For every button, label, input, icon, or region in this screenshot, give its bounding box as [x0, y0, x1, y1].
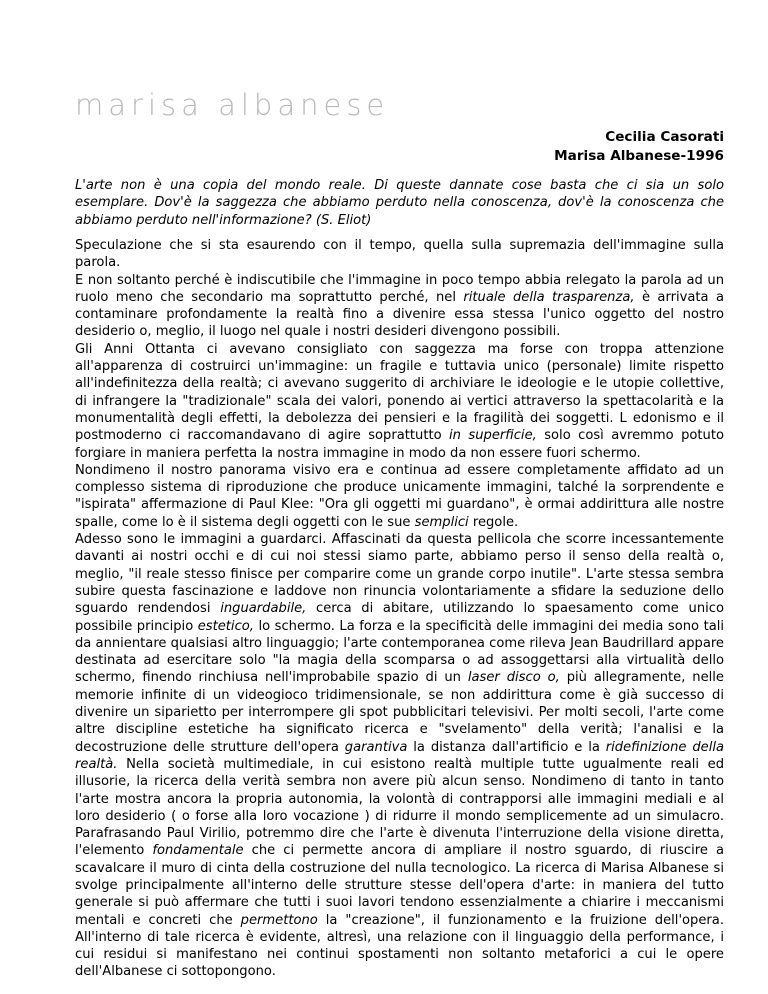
text-run: più allegramente, nelle memorie infinite di un videogioco tridimensionale, se non addirittura come è già successo di divenire un siparietto per interrompere gli spot pubblicitari televisivi. Per molti secoli, l'arte come altre discipline estetiche ha significato ricerca e "svelamento" della verità; l'analisi e la decostruzione delle strutture dell'opera — [75, 670, 724, 755]
emphasis: laser disco o, — [467, 670, 560, 686]
text-run: cerca di abitare, utilizzando lo spaesamento come unico possibile principio — [75, 601, 724, 634]
emphasis: ridefinizione della realtà. — [75, 739, 724, 772]
emphasis: fondamentale — [152, 843, 244, 859]
paragraph — [75, 341, 724, 462]
emphasis: permettono — [240, 912, 318, 928]
author-name: Cecilia Casorati — [605, 129, 724, 145]
paragraph — [75, 531, 724, 981]
author-subtitle: Marisa Albanese-1996 — [554, 148, 724, 164]
logo-wordmark: marisa albanese — [75, 88, 390, 122]
text-run: la "creazione", il funzionamento e la fruizione dell'opera. All'interno di tale ricerca è evidente, altresì, una relazione con il linguaggio della performance, i cui residui si manifestano nei continui spostamenti non soltanto metaforici a cui le opere dell'Albanese ci sottopongono. — [75, 912, 724, 980]
text-run: Nondimeno il nostro panorama visivo era e continua ad essere completamente affidato ad un complesso sistema di riproduzione che produce unicamente immagini, talché la sorprendente e "ispirata" affermazione di Paul Klee: "Ora gli oggetti mi guardano", è ormai addirittura alle nostre spalle, come lo è il sistema degli oggetti con le sue — [75, 462, 724, 530]
emphasis: in superficie, — [449, 428, 537, 444]
text-run: che ci permette ancora di ampliare il nostro sguardo, di riuscire a scavalcare il muro di cinta della costruzione del nulla tecnologico. La ricerca di Marisa Albanese si svolge principalmente all'interno delle strutture stesse dell'opera d'arte: in maniera del tutto generale si può affermare che tutti i suoi lavori tendono essenzialmente a chiarire i meccanismi mentali e concreti che — [75, 843, 725, 928]
article-body — [75, 237, 724, 981]
text-run: la distanza dall'artificio e la — [407, 739, 606, 755]
emphasis: semplici — [414, 514, 469, 530]
text-run: Adesso sono le immagini a guardarci. Affascinati da questa pellicola che scorre incessantemente davanti ai nostri occhi e di cui noi stessi siamo parte, abbiamo perso il senso della realtà o, meglio, "il reale stesso finisce per comparire come un grande corpo inutile". L'arte stessa sembra subire questa fascinazione e laddove non rinuncia volontariamente a sfidare la seduzione dello sguardo rendendosi — [75, 532, 724, 617]
text-run: Nella società multimediale, in cui esistono realtà multiple tutte ugualmente reali ed illusorie, la ricerca della verità sembra non avere più alcun senso. Nondimeno di tanto in tanto l'arte mostra ancora la propria autonomia, la volontà di contrapporsi alle immagini mediali e al loro desiderio ( o forse alla loro vocazione ) di ridurre il mondo semplicemente ad un simulacro. Parafrasando Paul Virilio, potremmo dire che l'arte è divenuta l'interruzione della visione diretta, l'elemento — [75, 756, 724, 859]
emphasis: garantiva — [344, 739, 408, 755]
text-run: E non soltanto perché è indiscutibile che l'immagine in poco tempo abbia relegato la parola ad un ruolo meno che secondario ma soprattutto perché, nel — [75, 272, 724, 305]
text-run: è arrivata a contaminare profondamente la realtà fino a divenire essa stessa l'unico oggetto del nostro desiderio o, meglio, il luogo nel quale i nostri desideri divengono possibili. — [75, 289, 724, 340]
paragraph — [75, 272, 724, 341]
epigraph-quote: L'arte non è una copia del mondo reale. Di queste dannate cose basta che ci sia un solo esemplare. Dov'è la saggezza che abbiamo perduto nella conoscenza, dov'è la conoscenza che abbiamo perduto nell'informazione? (S. Eliot) — [75, 178, 724, 228]
author-block — [554, 128, 724, 166]
emphasis: estetico, — [197, 618, 254, 634]
paragraph — [75, 462, 724, 531]
paragraph: Speculazione che si sta esaurendo con il tempo, quella sulla supremazia dell'immagine sulla parola. — [75, 238, 724, 271]
text-run: solo così avremmo potuto forgiare in maniera perfetta la nostra immagine in modo da non essere fuori schermo. — [75, 428, 724, 461]
text-run: regole. — [468, 514, 519, 530]
text-run: Gli Anni Ottanta ci avevano consigliato con saggezza ma forse con troppa attenzione all'apparenza di costruirci un'immagine: un fragile e tuttavia unico (personale) limite rispetto all'indefinitezza della realtà; ci avevano suggerito di archiviare le ideologie e le utopie collettive, di infrangere la "tradizionale" scala dei valori, ponendo ai vertici attraverso la spettacolarità e la monumentalità degli effetti, la debolezza dei pensieri e la fragilità dei soggetti. L edonismo e il postmoderno ci raccomandavano di agire soprattutto — [75, 341, 724, 444]
emphasis: inguardabile, — [220, 601, 307, 617]
emphasis: rituale della trasparenza, — [463, 289, 635, 305]
text-run: lo schermo. La forza e la specificità delle immagini dei media sono tali da annientare qualsiasi altro linguaggio; l'arte contemporanea come rileva Jean Baudrillard appare destinata ad esercitare solo "la magia della scomparsa o ad assoggettarsi alla virtualità dello schermo, finendo rinchiusa nell'improbabile spazio di un — [75, 618, 725, 686]
